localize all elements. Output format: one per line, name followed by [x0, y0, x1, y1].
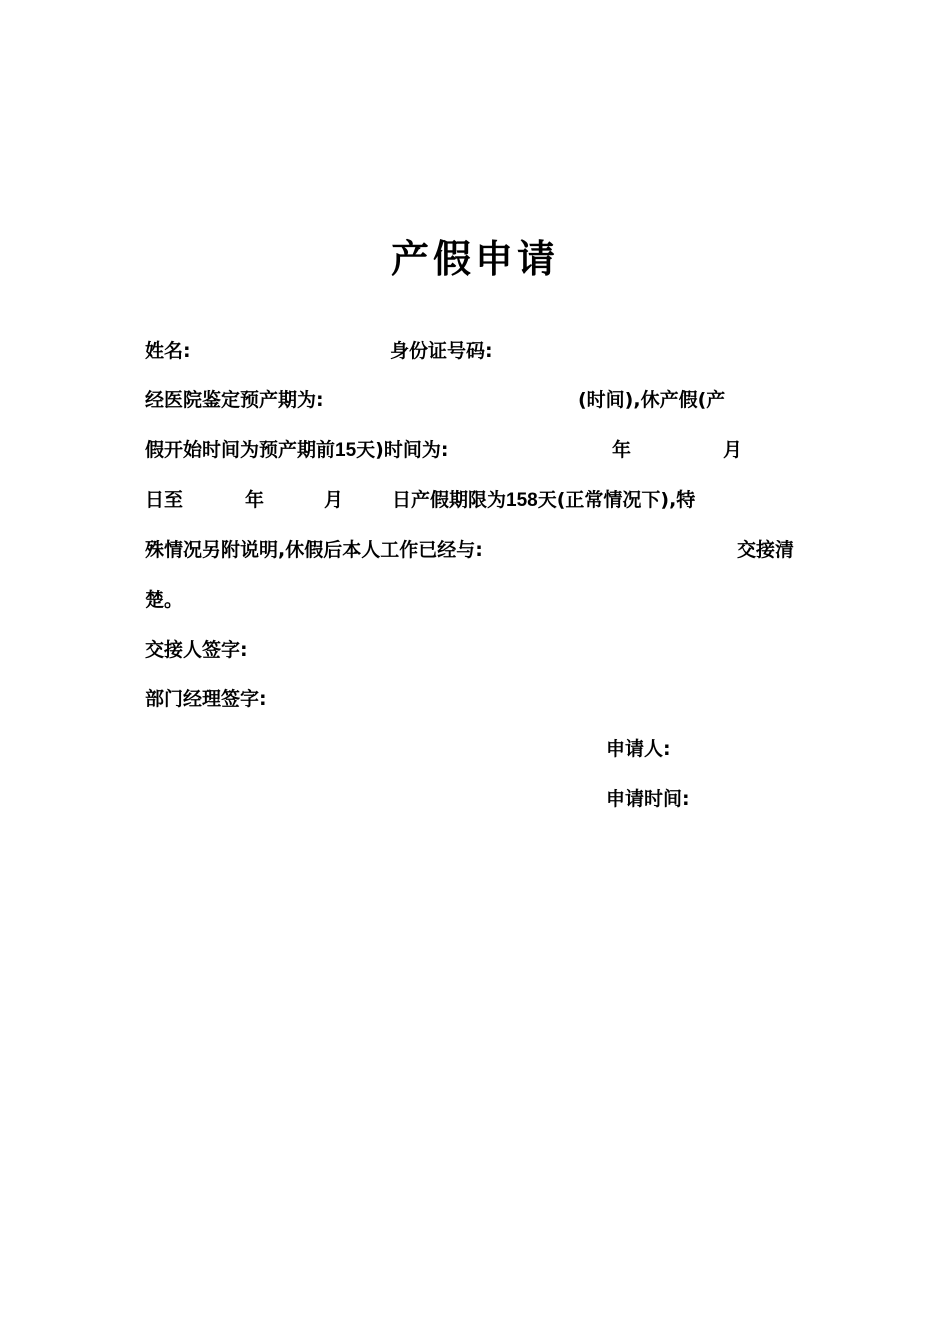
handover-text: 殊情况另附说明,休假后本人工作已经与: — [145, 539, 483, 561]
manager-signature-label: 部门经理签字: — [145, 688, 267, 710]
leave-start-mid: 天)时间为: — [356, 439, 449, 461]
leave-intro-text: (时间),休产假(产 — [578, 389, 726, 411]
total-days-value: 158 — [506, 490, 538, 511]
end-year-label: 年 — [245, 489, 265, 511]
due-date-label: 经医院鉴定预产期为: — [145, 389, 324, 411]
name-label: 姓名: — [145, 340, 191, 362]
id-number-label: 身份证号码: — [390, 340, 493, 362]
leave-start-lead: 假开始时间为预产期前 — [145, 439, 336, 461]
handover-end: 楚。 — [145, 589, 184, 611]
applicant-label: 申请人: — [606, 738, 671, 760]
start-day-to-label: 日至 — [145, 489, 184, 511]
start-year-label: 年 — [612, 439, 632, 461]
apply-date-label: 申请时间: — [606, 788, 690, 810]
handover-tail: 交接清 — [737, 539, 795, 561]
start-month-label: 月 — [723, 439, 743, 461]
leave-duration-tail: 天(正常情况下),特 — [537, 489, 696, 511]
days-before-value: 15 — [335, 440, 357, 461]
leave-duration-text — [392, 486, 695, 515]
end-month-label: 月 — [324, 489, 344, 511]
document-title: 产假申请 — [390, 236, 559, 281]
leave-duration-lead: 日产假期限为 — [392, 489, 507, 511]
handover-signature-label: 交接人签字: — [145, 639, 248, 661]
leave-start-text — [145, 436, 448, 465]
